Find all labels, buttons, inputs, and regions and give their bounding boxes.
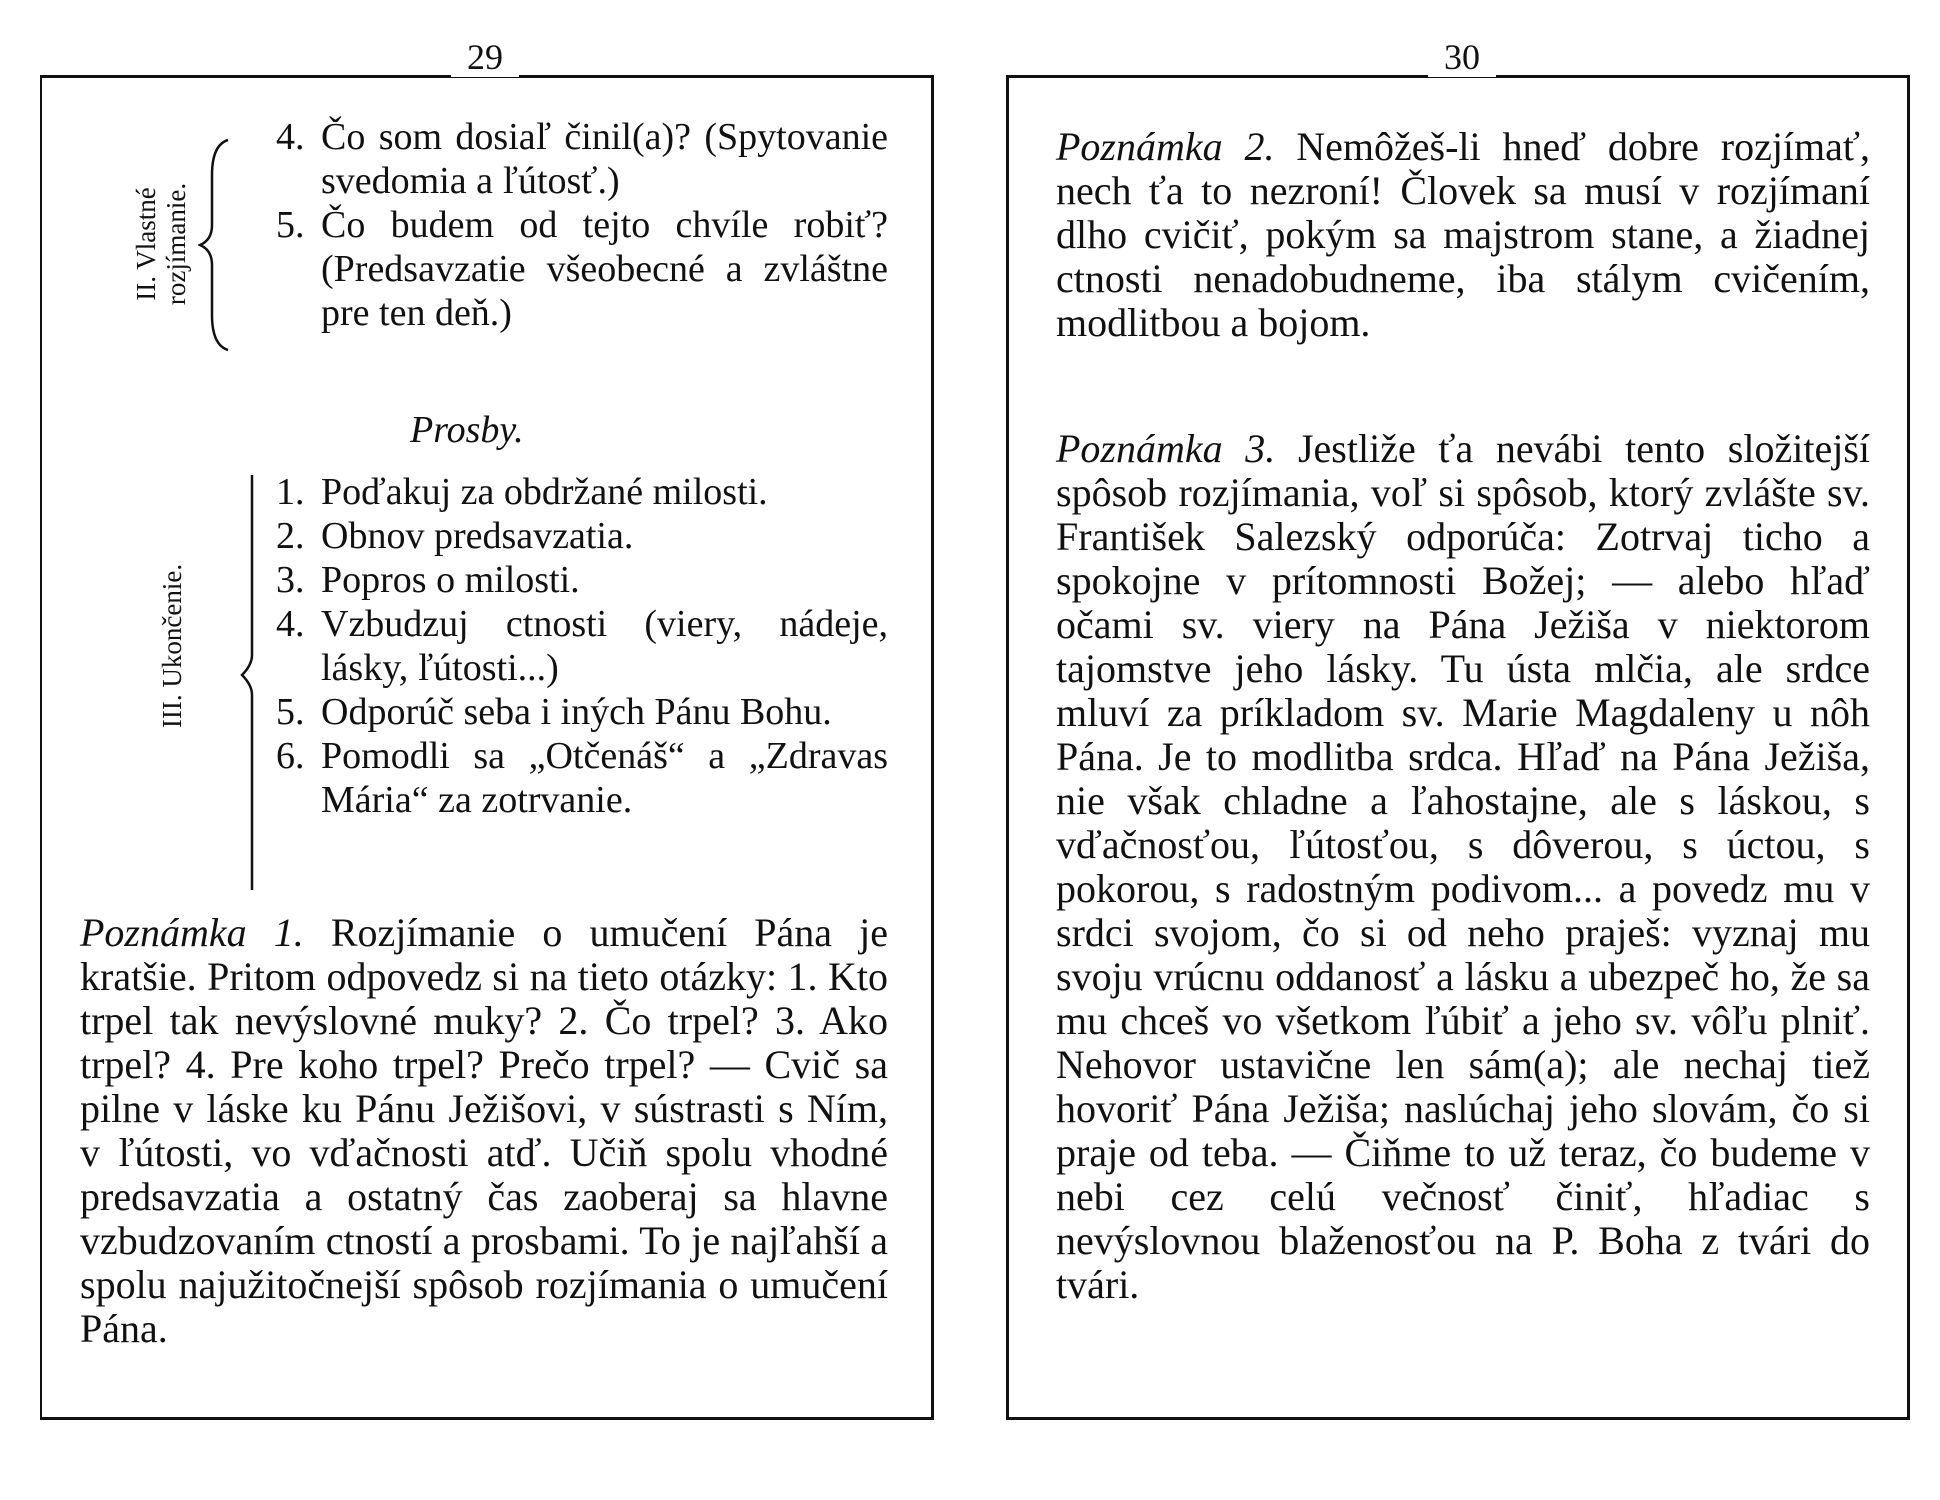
note-2-label: Poznámka 2.	[1056, 124, 1275, 169]
left-page-number: 29	[451, 37, 519, 77]
list-item	[276, 734, 888, 822]
section-2-block	[40, 115, 934, 375]
item-number: 2.	[276, 515, 305, 557]
note-3-paragraph	[1056, 427, 1870, 1307]
item-number: 4.	[276, 116, 305, 158]
item-number: 1.	[276, 471, 305, 513]
item-number: 5.	[276, 204, 305, 246]
left-page	[40, 37, 934, 1420]
prosby-heading: Prosby.	[410, 409, 524, 451]
item-number: 3.	[276, 559, 305, 601]
right-page-number: 30	[1428, 37, 1496, 77]
section-3-brace	[238, 470, 268, 900]
note-2-paragraph	[1056, 125, 1870, 345]
list-item	[276, 514, 888, 558]
item-text: Vzbudzuj ctnosti (viery, nádeje, lásky, ľútosti...)	[321, 603, 888, 689]
section-3-list	[276, 470, 888, 822]
note-3-text: Jestliže ťa nevábi tento složitejší spôsob rozjímania, voľ si spôsob, ktorý zvlášte sv. František Salezský odporúča: Zotrvaj ticho a spokojne v prítomnosti Božej; — alebo hľaď očami sv. viery na Pána Ježiša v niektorom tajomstve jeho lásky. Tu ústa mlčia, ale srdce mluví za príkladom sv. Marie Magdaleny u nôh Pána. Je to modlitba srdca. Hľaď na Pána Ježiša, nie však chladne a ľahostajne, ale s láskou, s vďačnosťou, ľútosťou, s dôverou, s úctou, s pokorou, s radostným podivom... a povedz mu v srdci svojom, čo si od neho praješ: vyznaj mu svoju vrúcnu oddanosť a lásku a ubezpeč ho, že sa mu chceš vo všetkom ľúbiť a jeho sv. vôľu plniť. Nehovor ustavične len sám(a); ale nechaj tiež hovoriť Pána Ježiša; naslúchaj jeho slovám, čo si praje od teba. — Čiňme to už teraz, čo budeme v nebi cez celú večnosť činiť, hľadiac s nevýslovnou blaženosťou na P. Boha z tvári do tvári.	[1056, 426, 1871, 1307]
section-2-label	[131, 159, 193, 329]
item-text: Obnov predsavzatia.	[321, 515, 634, 557]
note-1-label: Poznámka 1.	[80, 910, 304, 955]
note-3-label: Poznámka 3.	[1056, 426, 1276, 471]
list-item	[276, 558, 888, 602]
item-text: Popros o milosti.	[321, 559, 580, 601]
section-2-label-line1: II. Vlastné	[131, 187, 161, 301]
item-text: Pomodli sa „Otčenáš“ a „Zdravas Mária“ za zotrvanie.	[321, 735, 888, 821]
list-item	[276, 690, 888, 734]
item-text: Čo budem od tejto chvíle robiť? (Predsavzatie všeobecné a zvláštne pre ten deň.)	[321, 204, 888, 334]
list-item	[276, 203, 888, 335]
note-1-text: Rozjímanie o umučení Pána je kratšie. Pritom odpovedz si na tieto otázky: 1. Kto trpel tak nevýslovné muky? 2. Čo trpel? 3. Ako trpel? 4. Pre koho trpel? Prečo trpel? — Cvič sa pilne v láske ku Pánu Ježišovi, v sústrasti s Ním, v ľútosti, vo vďačnosti atď. Učiň spolu vhodné predsavzatia a ostatný čas zaoberaj sa hlavne vzbudzovaním ctností a prosbami. To je najľahší a spolu najužitočnejší spôsob rozjímania o umučení Pána.	[80, 910, 889, 1351]
list-item	[276, 115, 888, 203]
section-2-list	[276, 115, 888, 335]
section-2-brace	[198, 135, 238, 355]
section-3-block	[40, 470, 934, 910]
item-number: 6.	[276, 735, 305, 777]
note-2-text: Nemôžeš-li hneď dobre rozjímať, nech ťa to nezroní! Človek sa musí v rozjímaní dlho cvičiť, pokým sa majstrom stane, a žiadnej ctnosti nenadobudneme, iba stálym cvičením, modlitbou a bojom.	[1056, 124, 1871, 345]
note-1-paragraph	[80, 911, 888, 1351]
item-number: 4.	[276, 603, 305, 645]
item-text: Odporúč seba i iných Pánu Bohu.	[321, 691, 832, 733]
item-text: Čo som dosiaľ činil(a)? (Spytovanie svedomia a ľútosť.)	[321, 116, 888, 202]
section-3-label: III. Ukončenie.	[157, 563, 187, 729]
item-text: Poďakuj za obdržané milosti.	[321, 471, 768, 513]
section-2-label-line2: rozjímanie.	[161, 182, 191, 306]
item-number: 5.	[276, 691, 305, 733]
right-page	[1006, 37, 1910, 1420]
list-item	[276, 602, 888, 690]
list-item	[276, 470, 888, 514]
